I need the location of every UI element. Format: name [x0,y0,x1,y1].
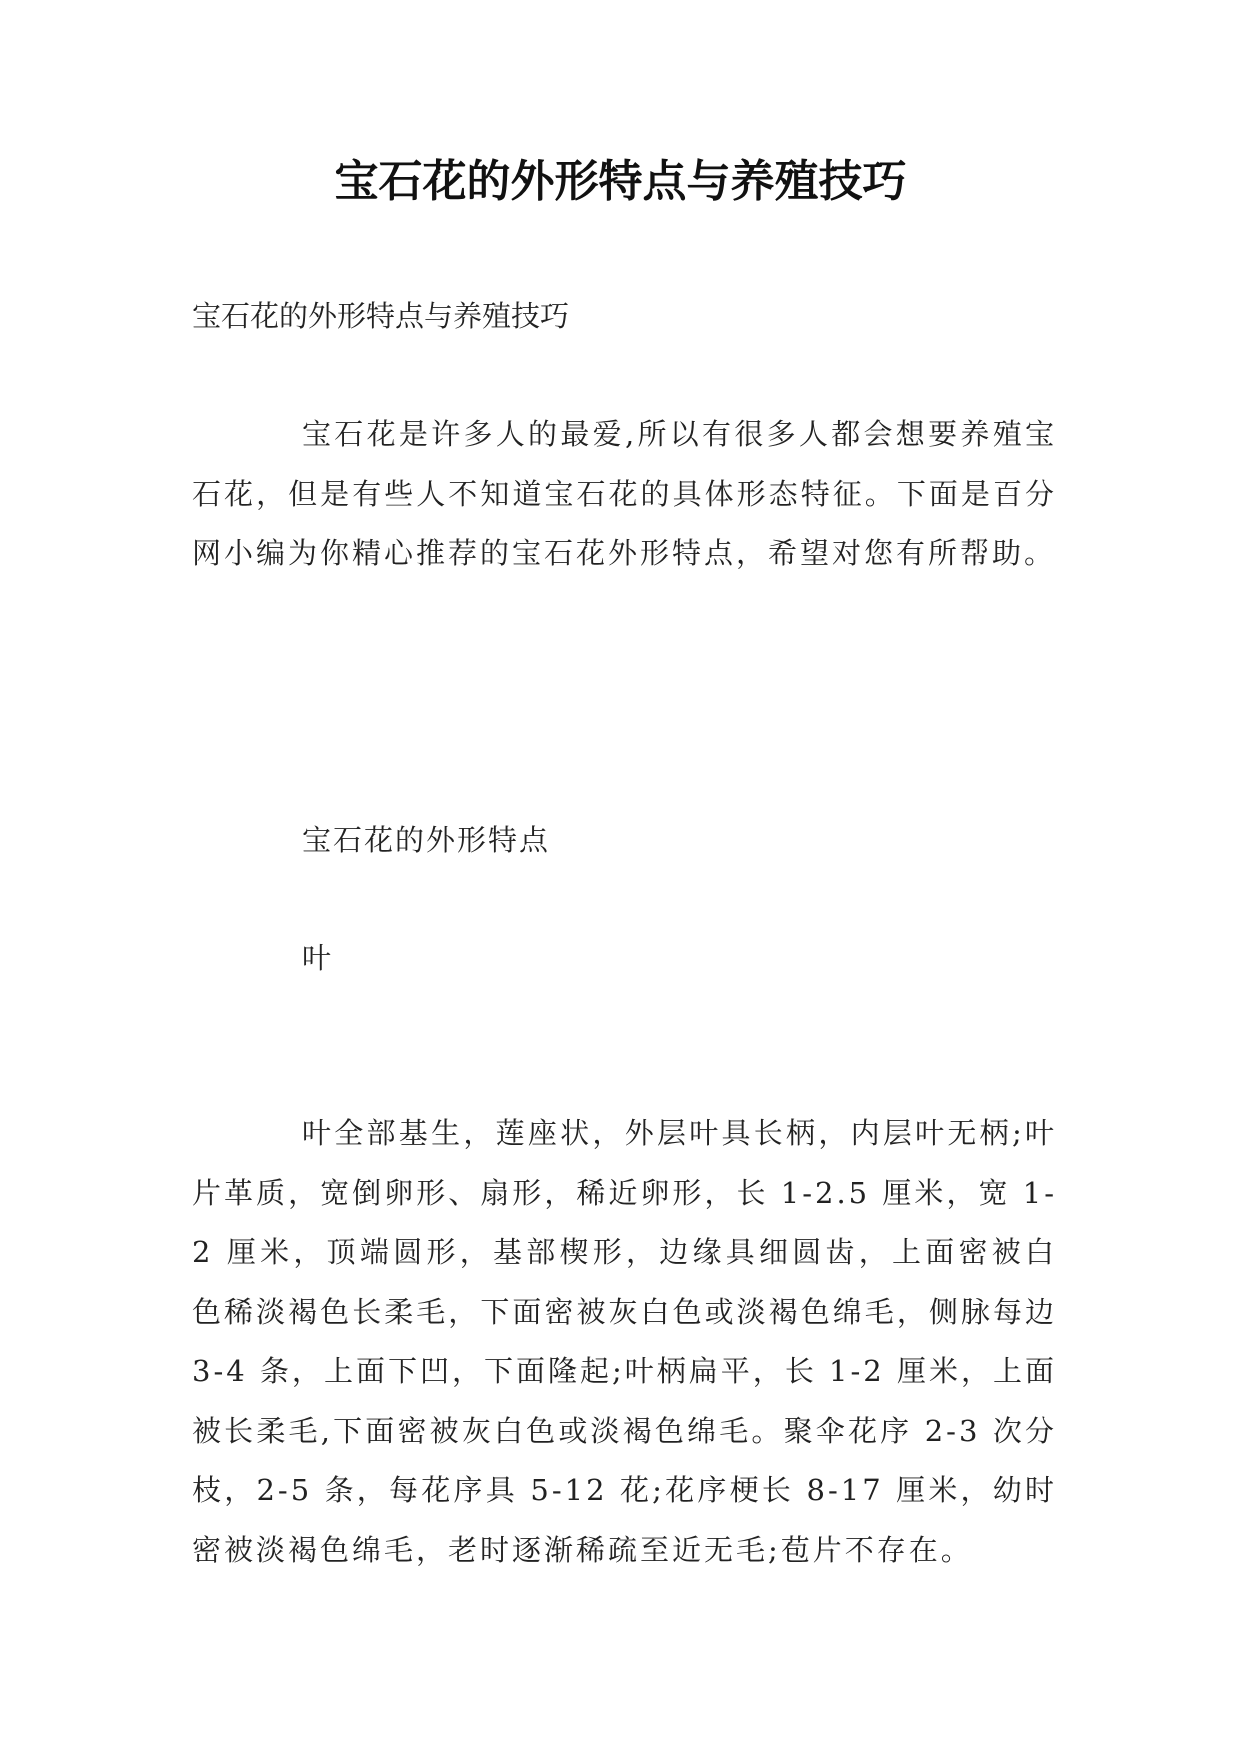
section-heading: 宝石花的外形特点 [302,823,551,857]
leaf-heading: 叶 [302,941,334,975]
document-subtitle: 宝石花的外形特点与养殖技巧 [192,299,570,333]
leaf-paragraph: 叶全部基生，莲座状，外层叶具长柄，内层叶无柄;叶片革质，宽倒卵形、扇形，稀近卵形，长 1-2.5 厘米，宽 1-2 厘米，顶端圆形，基部楔形，边缘具细圆齿，上面密被白色稀淡褐色长柔毛，下面密被灰白色或淡褐色绵毛，侧脉每边 3-4 条，上面下凹，下面隆起;叶柄扁平，长 1-2 厘米，上面被长柔毛,下面密被灰白色或淡褐色绵毛。聚伞花序 2-3 次分枝，2-5 条，每花序具 5-12 花;花序梗长 8-17 厘米，幼时密被淡褐色绵毛，老时逐渐稀疏至近无毛;苞片不存在。 [192,1116,1057,1567]
document-title: 宝石花的外形特点与养殖技巧 [334,156,907,207]
intro-paragraph: 宝石花是许多人的最爱,所以有很多人都会想要养殖宝石花，但是有些人不知道宝石花的具体形态特征。下面是百分网小编为你精心推荐的宝石花外形特点，希望对您有所帮助。 [192,417,1057,570]
